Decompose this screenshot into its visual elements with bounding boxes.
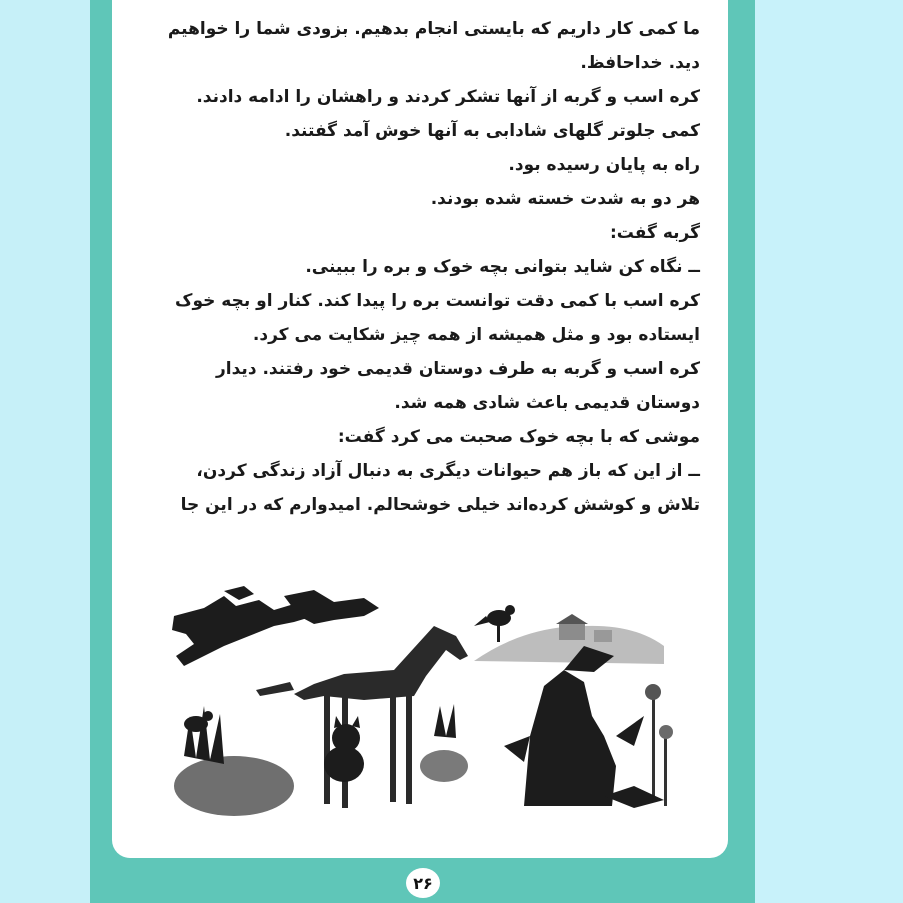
paragraph: ــ نگاه کن شاید بتوانی بچه خوک و بره را ببینی. [305, 257, 700, 277]
flowers-illustration [604, 684, 673, 808]
paragraph: هر دو به شدت خسته شده بودند. [430, 189, 700, 209]
plants-illustration [420, 704, 468, 782]
paragraph: راه به پایان رسیده بود. [508, 155, 700, 175]
paragraph: گربه گفت: [610, 223, 700, 243]
bush-illustration [174, 706, 294, 816]
background-left [0, 0, 92, 903]
paragraph: ما کمی کار داریم که بایستی انجام بدهیم. بزودی شما را خواهیم دید. خداحافظ. [167, 19, 700, 73]
page-number: ۲۶ [406, 868, 440, 898]
paragraph: کره اسب و گربه از آنها تشکر کردند و راهشان را ادامه دادند. [196, 87, 700, 107]
story-text [152, 12, 700, 522]
story-illustration [164, 586, 684, 818]
tree-stump-illustration [504, 646, 644, 806]
paragraph: کره اسب و گربه به طرف دوستان قدیمی خود رفتند. دیدار دوستان قدیمی باعث شادی همه شد. [216, 359, 700, 413]
background-right [753, 0, 903, 903]
flying-birds-illustration [172, 586, 379, 666]
paragraph: کره اسب با کمی دقت توانست بره را پیدا کند. کنار او بچه خوک ایستاده بود و مثل همیشه از همه چیز شکایت می کرد. [175, 291, 700, 345]
paragraph: موشی که با بچه خوک صحبت می کرد گفت: [337, 427, 700, 447]
paragraph: کمی جلوتر گلهای شادابی به آنها خوش آمد گفتند. [284, 121, 700, 141]
paragraph: ــ از این که باز هم حیوانات دیگری به دنبال آزاد زندگی کردن، تلاش و کوشش کرده‌اند خیلی خوشحالم. امیدوارم که در این جا [180, 461, 700, 515]
bird-illustration [474, 605, 515, 642]
